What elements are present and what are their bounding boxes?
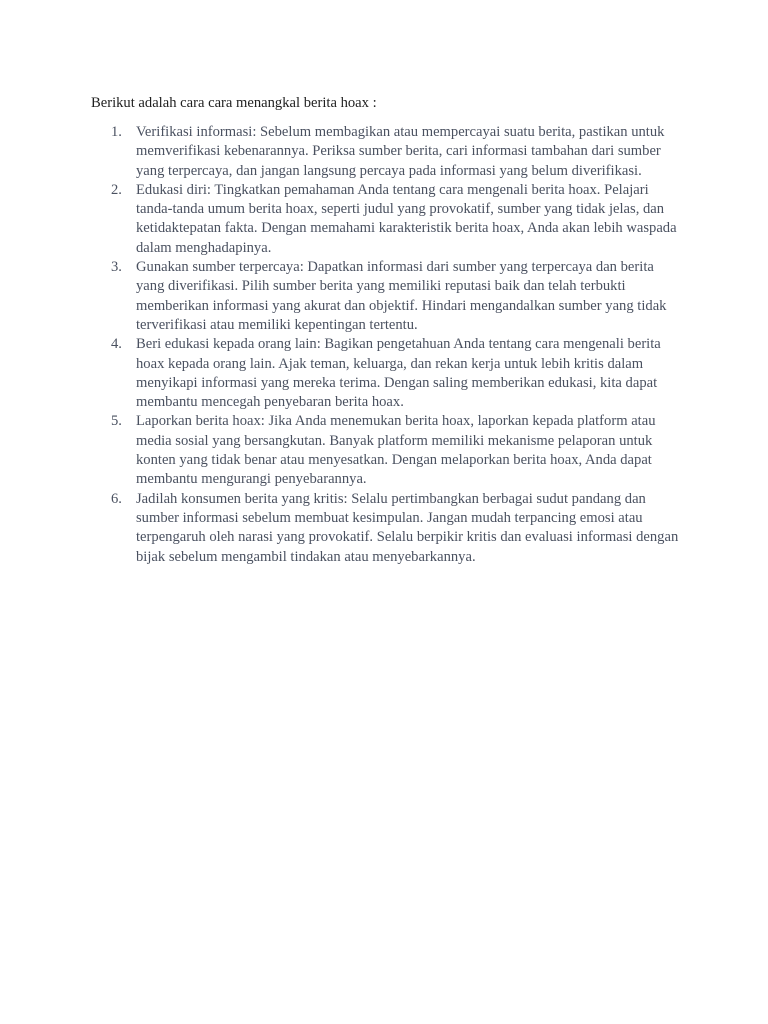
list-item-text: Verifikasi informasi: Sebelum membagikan atau mempercayai suatu berita, pastikan untuk memverifikasi kebenarannya. Periksa sumber berita, cari informasi tambahan dari sumber yang terpercaya, dan jangan langsung percaya pada informasi yang belum diverifikasi. — [136, 124, 665, 179]
list-item-number: 1. — [111, 124, 122, 140]
list-item-text: Beri edukasi kepada orang lain: Bagikan pengetahuan Anda tentang cara mengenali berita hoax kepada orang lain. Ajak teman, keluarga, dan rekan kerja untuk lebih kritis dalam menyikapi informasi yang mereka terima. Dengan saling memberikan edukasi, kita dapat membantu mencegah penyebaran berita hoax. — [136, 336, 661, 411]
list-item — [91, 258, 681, 335]
document-body — [91, 94, 681, 567]
list-item — [91, 123, 681, 181]
list-item-text: Laporkan berita hoax: Jika Anda menemukan berita hoax, laporkan kepada platform atau media sosial yang bersangkutan. Banyak platform memiliki mekanisme pelaporan untuk konten yang tidak benar atau menyesatkan. Dengan melaporkan berita hoax, Anda dapat membantu mengurangi penyebarannya. — [136, 413, 656, 488]
list-item-text: Gunakan sumber terpercaya: Dapatkan informasi dari sumber yang terpercaya dan berita yang diverifikasi. Pilih sumber berita yang memiliki reputasi baik dan telah terbukti memberikan informasi yang akurat dan objektif. Hindari mengandalkan sumber yang tidak terverifikasi atau memiliki kepentingan tertentu. — [136, 259, 667, 333]
list-item — [91, 181, 681, 258]
list-item-number: 6. — [111, 490, 122, 507]
list-item — [91, 412, 681, 489]
list-item-number: 5. — [111, 413, 122, 430]
list-item-text: Jadilah konsumen berita yang kritis: Selalu pertimbangkan berbagai sudut pandang dan sumber informasi sebelum membuat kesimpulan. Jangan mudah terpancing emosi atau terpengaruh oleh narasi yang provokatif. Selalu berpikir kritis dan evaluasi informasi dengan bijak sebelum mengambil tindakan atau menyebarkannya. — [136, 490, 679, 565]
list-item-text: Edukasi diri: Tingkatkan pemahaman Anda tentang cara mengenali berita hoax. Pelajari tanda-tanda umum berita hoax, seperti judul yang provokatif, sumber yang tidak jelas, dan ketidaktepatan fakta. Dengan memahami karakteristik berita hoax, Anda akan lebih waspada dalam menghadapinya. — [136, 181, 677, 256]
list-item-number: 2. — [111, 181, 122, 198]
list-item — [91, 335, 681, 412]
list-item-number: 3. — [111, 259, 122, 276]
list-item — [91, 490, 681, 567]
numbered-list — [91, 123, 681, 567]
intro-paragraph: Berikut adalah cara cara menangkal berita hoax : — [91, 95, 377, 111]
list-item-number: 4. — [111, 336, 122, 353]
